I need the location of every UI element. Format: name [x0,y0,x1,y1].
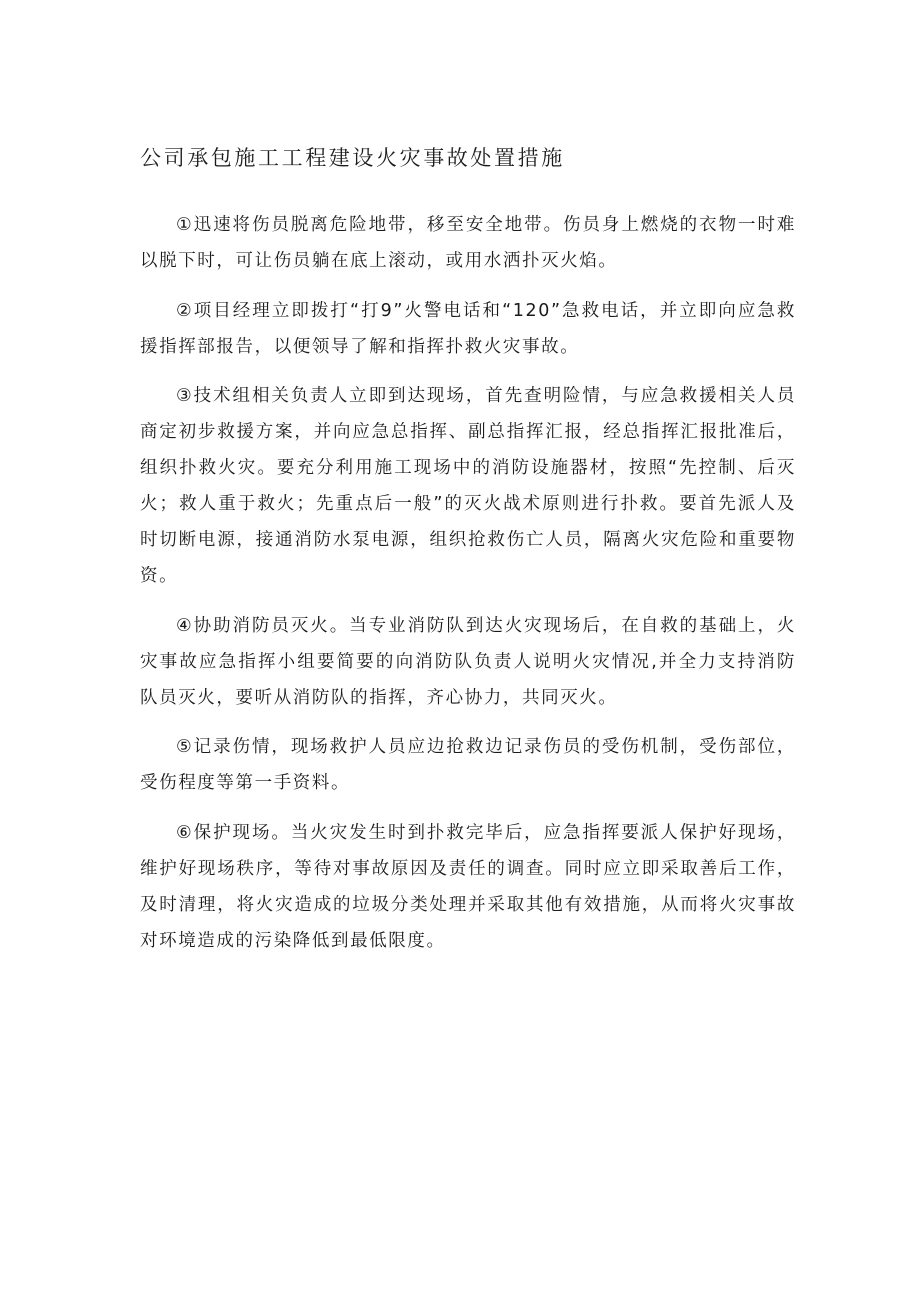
paragraph-5: ⑤记录伤情，现场救护人员应边抢救边记录伤员的受伤机制，受伤部位，受伤程度等第一手资料。 [140,737,796,793]
paragraph-4: ④协助消防员灭火。当专业消防队到达火灾现场后，在自救的基础上，火灾事故应急指挥小组要简要的向消防队负责人说明火灾情况,并全力支持消防队员灭火，要听从消防队的指挥，齐心协力，共同灭火。 [140,615,796,708]
paragraph-2: ②项目经理立即拨打“打9”火警电话和“120”急救电话，并立即向应急救援指挥部报告，以便领导了解和指挥扑救火灾事故。 [140,300,796,357]
document-title: 公司承包施工工程建设火灾事故处置措施 [140,146,565,170]
paragraph-6: ⑥保护现场。当火灾发生时到扑救完毕后，应急指挥要派人保护好现场，维护好现场秩序，等待对事故原因及责任的调查。同时应立即采取善后工作，及时清理，将火灾造成的垃圾分类处理并采取其他有效措施，从而将火灾事故对环境造成的污染降低到最低限度。 [140,822,796,951]
paragraph-1: ①迅速将伤员脱离危险地带，移至安全地带。伤员身上燃烧的衣物一时难以脱下时，可让伤员躺在底上滚动，或用水洒扑灭火焰。 [140,215,796,271]
document-body [140,207,796,972]
paragraph-3: ③技术组相关负责人立即到达现场，首先查明险情，与应急救援相关人员商定初步救援方案，并向应急总指挥、副总指挥汇报，经总指挥汇报批准后，组织扑救火灾。要充分利用施工现场中的消防设施器材，按照“先控制、后灭火；救人重于救火；先重点后一般”的灭火战术原则进行扑救。要首先派人及时切断电源，接通消防水泵电源，组织抢救伤亡人员，隔离火灾危险和重要物资。 [140,386,796,586]
